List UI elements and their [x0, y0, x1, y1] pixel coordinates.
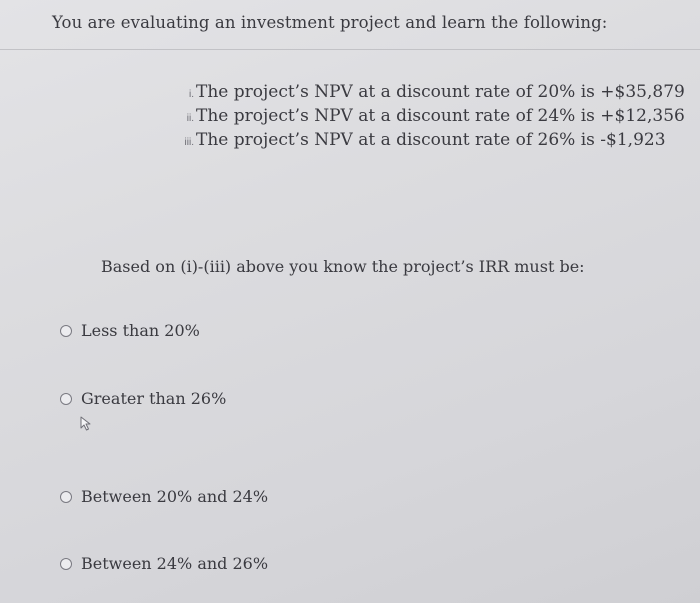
radio-circle-icon[interactable]: [60, 393, 72, 405]
option-label: Less than 20%: [81, 321, 200, 340]
option-label: Between 20% and 24%: [81, 487, 269, 506]
question-header: You are evaluating an investment project and learn the following:: [52, 13, 608, 32]
option-label: Greater than 26%: [81, 389, 227, 408]
statement-text: The project’s NPV at a discount rate of 20% is +$35,879: [196, 82, 685, 102]
option-label: Between 24% and 26%: [81, 554, 269, 573]
statement-text: The project’s NPV at a discount rate of 24% is +$12,356: [196, 106, 685, 126]
option-between-24-and-26[interactable]: [60, 554, 268, 573]
header-divider: [0, 49, 700, 50]
statement-number: iii.: [184, 137, 194, 148]
statement-text: The project’s NPV at a discount rate of 26% is -$1,923: [196, 130, 666, 150]
option-between-20-and-24[interactable]: [60, 487, 268, 506]
statement-item: [172, 82, 685, 106]
question-prompt: Based on (i)-(iii) above you know the project’s IRR must be:: [101, 257, 585, 276]
radio-circle-icon[interactable]: [60, 558, 72, 570]
statement-number: ii.: [186, 113, 194, 124]
option-greater-than-26[interactable]: [60, 389, 226, 408]
radio-circle-icon[interactable]: [60, 325, 72, 337]
statement-item: [172, 130, 685, 154]
radio-circle-icon[interactable]: [60, 491, 72, 503]
mouse-pointer-icon: [80, 416, 94, 432]
option-less-than-20[interactable]: [60, 321, 200, 340]
statement-item: [172, 106, 685, 130]
npv-statements-list: [172, 82, 685, 154]
statement-number: i.: [189, 89, 194, 100]
